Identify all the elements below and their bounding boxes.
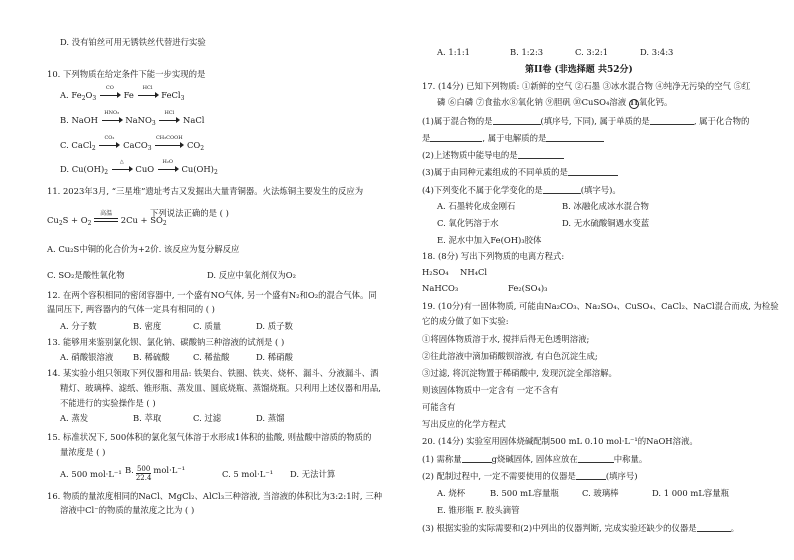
arrow-h2o (157, 159, 179, 173)
answer-blank[interactable] (650, 115, 694, 125)
label: , 属于电解质的是 (482, 133, 547, 143)
q14-option-c: C. 过滤 (193, 413, 222, 423)
q14-stem-3: 不能进行的实验操作是 ( ) (60, 398, 156, 408)
answer-blank[interactable] (543, 184, 581, 194)
q10b-end: NaCl (183, 115, 205, 125)
q9-option-d: D. 没有铂丝可用无锈铁丝代替进行实验 (60, 37, 206, 47)
q18-stem: 18. (8分) 写出下列物质的电离方程式: (422, 251, 565, 261)
fraction (136, 465, 152, 482)
label: (填字号)。 (580, 185, 621, 195)
q17-items: 磷 ⑥白磷 ⑦食盐水⑧氧化钠 ⑨胆矾 ⑩CuSO₄溶液 (437, 97, 627, 107)
q17-stem-1: 17. (14分) 已知下列物质: ①新鲜的空气 ②石墨 ③冰水混合物 ④纯净无污染的空气 ⑤红 (422, 81, 751, 91)
arrow-hno3 (101, 110, 123, 124)
q17-part-3 (422, 166, 618, 178)
answer-blank[interactable] (576, 470, 606, 480)
q17-part-1-cont (422, 132, 604, 144)
q13-option-b: B. 稀硫酸 (133, 352, 170, 362)
q19-conclusion-2: 可能含有 (422, 402, 456, 412)
arrow-co2 (98, 135, 120, 149)
q11-question: 下列说法正确的是 ( ) (150, 208, 229, 218)
q16-option-b: B. 1:2:3 (510, 47, 544, 57)
q20-option-b: B. 500 mL容量瓶 (490, 488, 559, 498)
label: (填序号) (605, 471, 638, 481)
q11-eq-right: 2Cu + SO (120, 215, 163, 225)
label: (1) 需称量 (422, 454, 462, 464)
answer-blank[interactable] (462, 453, 492, 463)
q20-option-c: C. 玻璃棒 (582, 488, 619, 498)
q13-stem: 13. 能够用来鉴别氯化钡、氯化钠、碳酸钠三种溶液的试剂是 ( ) (47, 337, 285, 347)
q16-option-d: D. 3:4:3 (640, 47, 674, 57)
q16-stem-1: 16. 物质的量浓度相同的NaCl、MgCl₂、AlCl₃三种溶液, 当溶液的体积比为3:2:1时, 三种 (47, 491, 382, 501)
q12-option-d: D. 质子数 (256, 321, 293, 331)
q17-option-e: E. 泥水中加入Fe(OH)₃胶体 (437, 235, 542, 245)
q17-part-2 (422, 149, 564, 161)
q11-option-c: C. SO₂是酸性氧化物 (47, 270, 125, 280)
answer-blank[interactable] (493, 115, 541, 125)
label: (3) 根据实验的实际需要和(2)中列出的仪器判断, 完成实验还缺少的仪器是 (422, 523, 697, 533)
q11-equation: $Cu_2S + O_2$ 高温 $2Cu + SO_2$ (47, 210, 167, 227)
equilibrium-sign (94, 210, 118, 225)
answer-blank[interactable] (568, 166, 618, 176)
q14-option-a: A. 蒸发 (60, 413, 89, 423)
q16-option-c: C. 3:2:1 (575, 47, 609, 57)
eq-label: 高温 (100, 210, 113, 217)
section-title: 第II卷 (非选择题 共52分) (525, 65, 633, 75)
q15-option-d: D. 无法计算 (290, 469, 336, 479)
arrow-label: CO₂ (104, 135, 115, 141)
label: (填序号, 下同), 属于单质的是 (540, 116, 650, 126)
q10c-end: CO (186, 140, 201, 150)
q16-option-a: A. 1:1:1 (437, 47, 471, 57)
arrow-label: H₂O (162, 159, 173, 165)
q14-option-b: B. 萃取 (133, 413, 162, 423)
q19-stem-1: 19. (10分)有一固体物质, 可能由Na₂CO₃、Na₂SO₄、CuSO₄、CaCl₂、NaCl混合而成, 为检验 (422, 301, 779, 311)
arrow-label: △ (119, 159, 124, 165)
q20-option-d: D. 1 000 mL容量瓶 (652, 488, 730, 498)
arrow-label: CH₃COOH (155, 135, 183, 141)
answer-blank[interactable] (430, 132, 482, 142)
q15-stem-2: 量浓度是 ( ) (60, 447, 106, 457)
answer-blank[interactable] (518, 149, 564, 159)
arrow-label: HCl (164, 110, 175, 116)
q10-option-b: B. NaOH HNO₃ NaNO$_3$ HCl NaCl (60, 110, 205, 127)
q10-option-a: A. $Fe_2O_3$ CO Fe HCl FeCl$_3$ (60, 85, 185, 102)
q17-part-1 (422, 115, 749, 127)
label: (4)下列变化不属于化学变化的是 (422, 185, 543, 195)
q20-stem: 20. (14分) 实验室用固体烧碱配制500 mL 0.10 mol·L⁻¹的NaOH溶液。 (422, 436, 698, 446)
label: 中称量。 (613, 454, 648, 464)
q10b-mid: NaNO (125, 115, 152, 125)
q17-option-a: A. 石墨转化成金刚石 (437, 201, 516, 211)
q20-part-2 (422, 470, 638, 482)
q20-part-3 (422, 522, 739, 534)
right-column (400, 0, 794, 560)
arrow-label: CO (105, 85, 114, 91)
q15-stem-1: 15. 标准状况下, 500体积的氯化氢气体溶于水形成1体积的盐酸, 则盐酸中溶质的物质的 (47, 432, 372, 442)
q20-option-ef: E. 锥形瓶 F. 胶头滴管 (437, 505, 520, 515)
answer-blank[interactable] (578, 453, 614, 463)
q15-option-b (125, 465, 185, 482)
q13-option-a: A. 硝酸银溶液 (60, 352, 114, 362)
arrow-co (99, 85, 121, 99)
q18-item-nahco3: NaHCO₃ (422, 283, 459, 293)
arrow-heat (111, 159, 133, 173)
q13-option-d: D. 稀硝酸 (256, 352, 293, 362)
q10a-end: FeCl (161, 90, 181, 100)
arrow-ch3cooh (154, 135, 184, 149)
q15b-label: B. (125, 465, 134, 475)
q15-option-c: C. 5 mol·L⁻¹ (222, 469, 274, 479)
q10d-mid: CuO (135, 164, 155, 174)
q18-item-h2so4: H₂SO₄ (422, 267, 449, 277)
q11-option-a: A. Cu₂S中铜的化合价为+2价. 该反应为复分解反应 (47, 244, 240, 254)
fraction-denominator: 22.4 (135, 474, 152, 482)
label: g烧碱固体, 固体应放在 (491, 454, 578, 464)
q10c-start: C. CaCl (60, 140, 92, 150)
q12-option-b: B. 密度 (133, 321, 162, 331)
q18-item-nh4cl: NH₄Cl (460, 267, 488, 277)
q11-option-d: D. 反应中氧化剂仅为O₂ (207, 270, 296, 280)
q20-part-1 (422, 453, 647, 465)
q12-stem-1: 12. 在两个容积相同的密闭容器中, 一个盛有NO气体, 另一个盛有N₂和O₂的混合气体。同 (47, 290, 377, 300)
q15b-unit: mol·L⁻¹ (153, 465, 186, 475)
q10d-end: Cu(OH) (181, 164, 214, 174)
q12-stem-2: 温同压下, 两容器内的气体一定具有相同的 ( ) (47, 304, 215, 314)
q17-option-c: C. 氧化钙溶于水 (437, 218, 499, 228)
q20-option-a: A. 烧杯 (437, 488, 466, 498)
q15-option-a: A. 500 mol·L⁻¹ (60, 469, 122, 479)
q10b-start: B. NaOH (60, 115, 98, 125)
q17-part-4 (422, 184, 621, 196)
q10d-start: D. Cu(OH) (60, 164, 105, 174)
fraction-numerator: 500 (136, 465, 151, 473)
q19-step-1: ①将固体物质溶于水, 搅拌后得无色透明溶液; (422, 334, 590, 344)
q19-step-3: ③过滤, 将沉淀物置于稀硝酸中, 发现沉淀全部溶解。 (422, 368, 617, 378)
label: , 属于化合物的 (693, 116, 750, 126)
label: (2)上述物质中能导电的是 (422, 150, 518, 160)
q11-stem: 11. 2023年3月, “三星堆”遗址考古又发掘出大量青铜器。火法炼铜主要发生的反应为 (47, 186, 364, 196)
label: (2) 配制过程中, 一定不需要使用的仪器是 (422, 471, 576, 481)
q10-option-c: C. CaCl$_2$ CO₂ CaCO$_3$ CH₃COOH $CO_2$ (60, 135, 205, 152)
q12-option-c: C. 质量 (193, 321, 222, 331)
q16-stem-2: 溶液中Cl⁻的物质的量浓度之比为 ( ) (60, 505, 195, 515)
q10a-mid: Fe (123, 90, 134, 100)
arrow-hcl (158, 110, 180, 124)
label: 是 (422, 133, 431, 143)
q18-item-fe2so43: Fe₂(SO₄)₃ (508, 283, 548, 293)
answer-blank[interactable] (546, 132, 604, 142)
q11-eq-left: Cu (47, 215, 59, 225)
q14-option-d: D. 蒸馏 (256, 413, 285, 423)
q19-step-2: ②往此溶液中滴加硝酸钡溶液, 有白色沉淀生成; (422, 351, 598, 361)
arrow-hcl (137, 85, 159, 99)
q17-option-b: B. 冰融化成冰水混合物 (562, 201, 649, 211)
q19-conclusion-3: 写出反应的化学方程式 (422, 419, 506, 429)
q17-option-d: D. 无水硫酸铜遇水变蓝 (562, 218, 650, 228)
label: 。 (730, 523, 739, 533)
answer-blank[interactable] (697, 522, 731, 532)
q10-option-d: D. $Cu(OH)_2$ △ CuO H₂O $Cu(OH)_2$ (60, 159, 218, 176)
q10a-start: A. Fe (60, 90, 82, 100)
q19-stem-2: 它的成分做了如下实验: (422, 316, 509, 326)
q12-option-a: A. 分子数 (60, 321, 97, 331)
q19-conclusion-1: 则该固体物质中一定含有 一定不含有 (422, 385, 559, 395)
q14-stem-1: 14. 某实验小组只领取下列仪器和用品: 铁架台、铁圈、铁夹、烧杯、漏斗、分液漏斗、酒 (47, 368, 379, 378)
q17-last-item: 氧化钙。 (638, 97, 673, 107)
circled-number-11: 11 (629, 100, 639, 107)
arrow-label: HNO₃ (104, 110, 120, 116)
q10c-mid: CaCO (123, 140, 148, 150)
arrow-label: HCl (142, 85, 153, 91)
label: (3)属于由同种元素组成的不同单质的是 (422, 167, 568, 177)
q17-stem-2 (437, 97, 672, 109)
q14-stem-2: 精灯、玻璃棒、滤纸、锥形瓶、蒸发皿、圆底烧瓶、蒸馏烧瓶。只利用上述仪器和用品, (60, 383, 381, 393)
q10-stem: 10. 下列物质在给定条件下能一步实现的是 (47, 69, 206, 79)
q13-option-c: C. 稀盐酸 (193, 352, 230, 362)
label: (1)属于混合物的是 (422, 116, 493, 126)
